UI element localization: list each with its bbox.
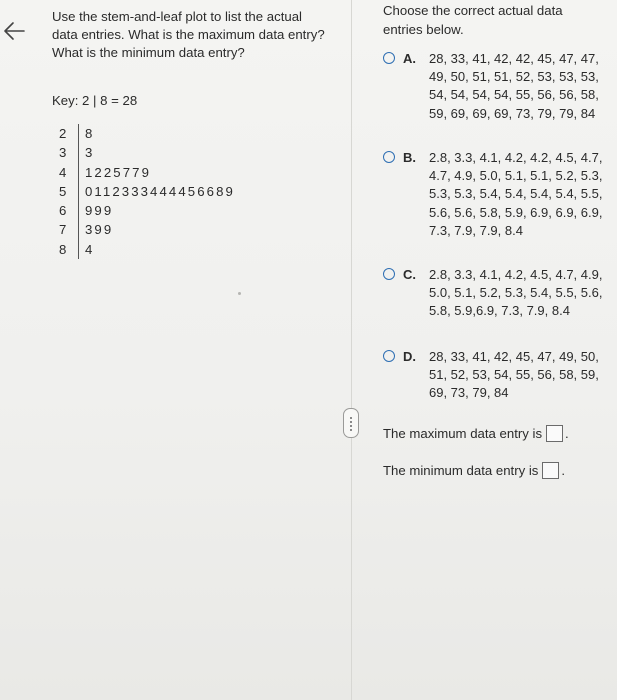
leaves: 0112333444456689 [78,182,235,201]
option-d-text: 28, 33, 41, 42, 45, 47, 49, 50, 51, 52, 53, 54, 55, 56, 58, 59, 69, 73, 79, 84 [429,349,599,401]
leaves: 3 [78,143,94,162]
radio-d[interactable] [383,350,395,362]
stem-leaf-row [59,143,235,162]
leaves: 399 [78,220,113,239]
panel-resize-handle[interactable] [343,408,359,438]
radio-b[interactable] [383,151,395,163]
min-input[interactable] [542,462,559,479]
stem: 8 [59,241,67,257]
stem-leaf-plot [59,124,235,259]
option-a-letter: A. [403,51,416,66]
panel-divider [351,0,352,700]
stem: 2 [59,126,67,141]
question-text: Use the stem-and-leaf plot to list the actual data entries. What is the maximum data entry? What is the minimum data entry? [52,9,325,60]
stem-leaf-key: Key: 2 | 8 = 28 [52,93,138,108]
option-d-letter: D. [403,349,416,364]
radio-a[interactable] [383,52,395,64]
radio-c[interactable] [383,268,395,280]
max-answer-row [383,425,569,442]
max-label: The maximum data entry is [383,426,543,441]
min-period: . [561,463,566,478]
answer-prompt: Choose the correct actual data entries below. [383,3,563,37]
min-answer-row [383,462,565,479]
back-arrow-icon[interactable] [2,18,28,44]
stem-leaf-row [59,124,235,143]
stem: 4 [59,164,67,180]
option-c-text: 2.8, 3.3, 4.1, 4.2, 4.5, 4.7, 4.9, 5.0, 5.1, 5.2, 5.3, 5.4, 5.5, 5.6, 5.8, 5.9,6.9, 7.3, 7.9, 8.4 [429,267,603,319]
decorative-dot [238,292,241,295]
stem: 3 [59,145,67,161]
stem-leaf-row [59,201,235,220]
leaves: 8 [78,124,94,143]
min-label: The minimum data entry is [383,463,539,478]
option-b-letter: B. [403,150,416,165]
option-c-letter: C. [403,267,416,282]
stem: 7 [59,222,67,238]
stem-leaf-row [59,182,235,201]
stem-leaf-row [59,240,235,259]
stem-leaf-row [59,163,235,182]
leaves: 4 [78,240,94,259]
stem: 6 [59,203,67,219]
max-period: . [565,426,569,441]
leaves: 999 [78,201,113,220]
leaves: 1225779 [78,163,151,182]
stem-leaf-row [59,220,235,239]
stem: 5 [59,183,67,199]
option-a-text: 28, 33, 41, 42, 42, 45, 47, 47, 49, 50, 51, 51, 52, 53, 53, 53, 54, 54, 54, 54, 55, 56, 56, 58, 59, 69, 69, 69, 73, 79, 79, 84 [429,51,599,121]
max-input[interactable] [546,425,563,442]
option-b-text: 2.8, 3.3, 4.1, 4.2, 4.2, 4.5, 4.7, 4.7, 4.9, 5.0, 5.1, 5.1, 5.2, 5.3, 5.3, 5.3, 5.4, 5.4, 5.4, 5.4, 5.5, 5.6, 5.6, 5.8, 5.9, 6.9, 6.9, 6.9, 7.3, 7.9, 7.9, 8.4 [429,150,603,238]
